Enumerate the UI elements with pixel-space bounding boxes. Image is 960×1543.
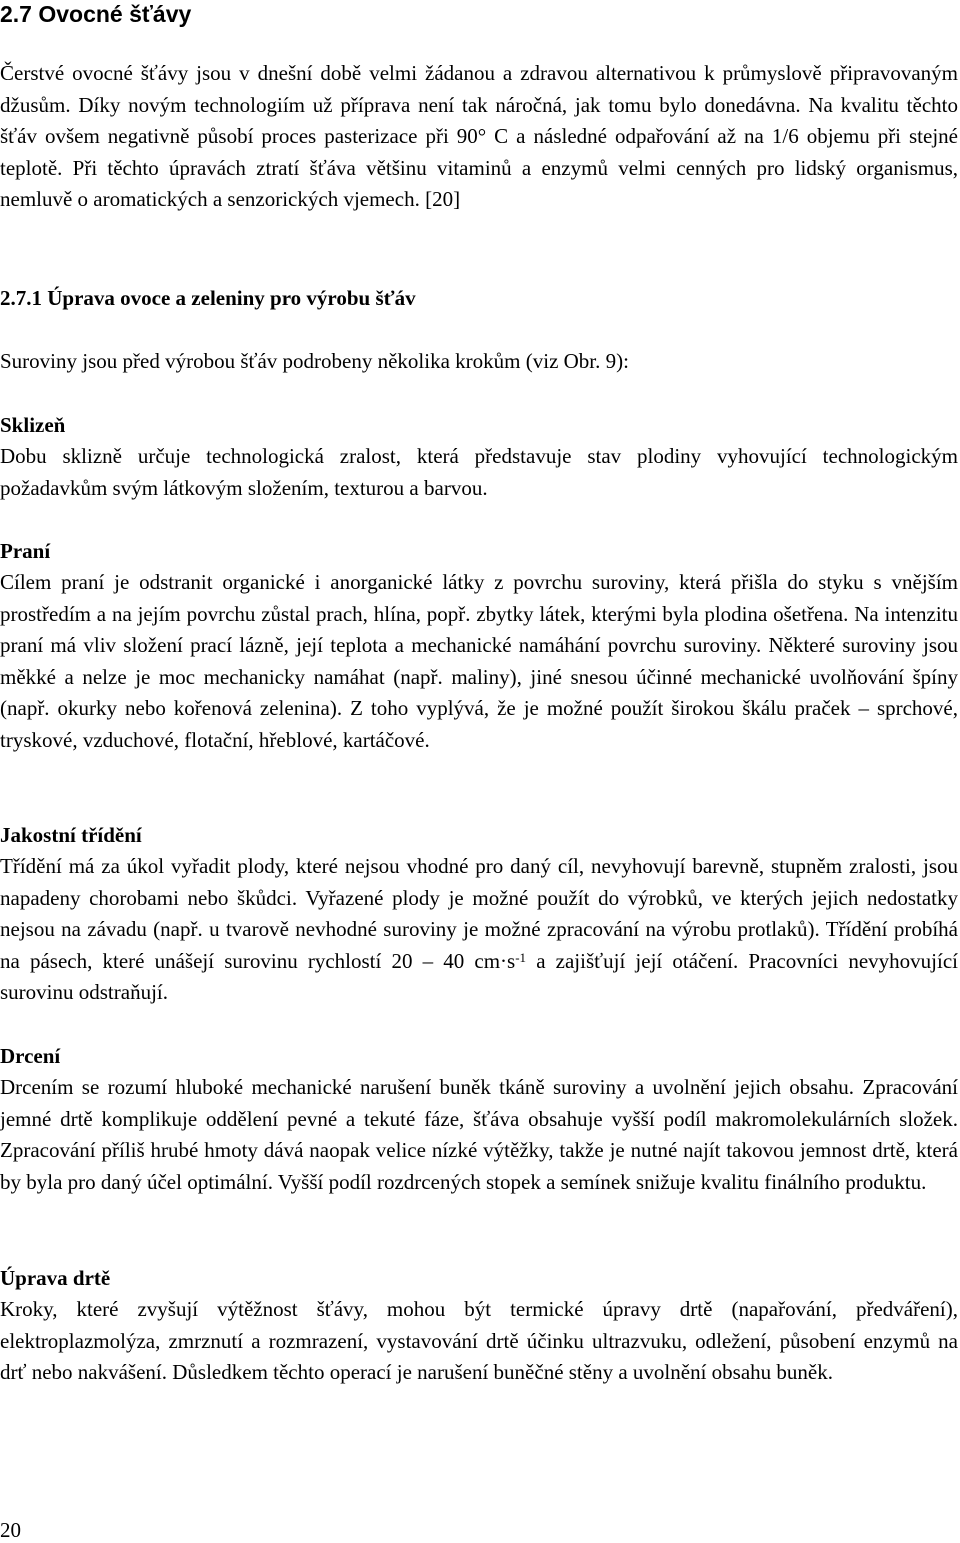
subsection-intro-paragraph: Suroviny jsou před výrobou šťáv podrobeny několika krokům (viz Obr. 9): (0, 349, 629, 373)
trideni-text-after: a zajišťují její otáčení. Pracovníci nevyhovující surovinu odstraňují. (0, 948, 958, 1005)
step-paragraph-sklizen: Dobu sklizně určuje technologická zralost, která představuje stav plodiny vyhovující technologickým požadavkům svým látkovým složením, texturou a barvou. (0, 444, 958, 500)
step-heading-trideni: Jakostní třídění (0, 823, 142, 847)
step-heading-uprava-drte: Úprava drtě (0, 1266, 111, 1290)
step-paragraph-trideni (0, 851, 958, 1009)
step-paragraph-uprava-drte: Kroky, které zvyšují výtěžnost šťávy, mohou být termické úpravy drtě (napařování, předváření), elektroplazmolýza, zmrznutí a rozmrazení, vystavování drtě účinku ultrazvuku, odležení, působení enzymů na drť nebo nakvášení. Důsledkem těchto operací je narušení buněčné stěny a uvolnění obsahu buněk. (0, 1297, 958, 1385)
step-heading-sklizen: Sklizeň (0, 413, 66, 437)
trideni-text-before: Třídění má za úkol vyřadit plody, které nejsou vhodné pro daný cíl, nevyhovují barevně, stupněm zralosti, jsou napadeny chorobami nebo škůdci. Vyřazené plody je možné použít do výrobků, ve kterých jejich nedostatky nejsou na závadu (např. u tvarově nevhodné suroviny je možné zpracování na výrobu protlaků). Třídění probíhá na pásech, které unášejí surovinu rychlostí 20 – 40 cm·s (0, 854, 958, 973)
subsection-heading: 2.7.1 Úprava ovoce a zeleniny pro výrobu šťáv (0, 286, 416, 310)
step-paragraph-drceni: Drcením se rozumí hluboké mechanické narušení buněk tkáně suroviny a uvolnění jejich obsahu. Zpracování jemné drtě komplikuje oddělení pevné a tekuté fáze, šťáva obsahuje vyšší podíl makromolekulárních složek. Zpracování příliš hrubé hmoty dává naopak velice nízké výtěžky, takže je nutné najít takovou jemnost drtě, která by byla pro daný účel optimální. Vyšší podíl rozdrcených stopek a semínek snižuje kvalitu finálního produktu. (0, 1075, 958, 1194)
section-intro-paragraph: Čerstvé ovocné šťávy jsou v dnešní době velmi žádanou a zdravou alternativou k průmyslově připravovaným džusům. Díky novým technologiím už příprava není tak náročná, jak tomu bylo donedávna. Na kvalitu těchto šťáv ovšem negativně působí proces pasterizace při 90° C a následné odpařování až na 1/6 objemu při stejné teplotě. Při těchto úpravách ztratí šťáva většinu vitaminů a enzymů velmi cenných pro lidský organismus, nemluvě o aromatických a senzorických vjemech. [20] (0, 61, 958, 212)
step-heading-drceni: Drcení (0, 1044, 61, 1068)
trideni-superscript: -1 (515, 949, 527, 965)
step-heading-prani: Praní (0, 539, 51, 563)
page-number: 20 (0, 1518, 21, 1542)
section-heading: 2.7 Ovocné šťávy (0, 1, 192, 27)
step-paragraph-prani: Cílem praní je odstranit organické i anorganické látky z povrchu suroviny, která přišla do styku s vnějším prostředím a na jejím povrchu zůstal prach, hlína, popř. zbytky látek, kterými byla plodina ošetřena. Na intenzitu praní má vliv složení prací lázně, její teplota a mechanické namáhání povrchu suroviny. Některé suroviny jsou měkké a nelze je moc mechanicky namáhat (např. maliny), jiné snesou účinné mechanické uvolňování špíny (např. okurky nebo kořenová zelenina). Z toho vyplývá, že je možné použít širokou škálu praček – sprchové, tryskové, vzduchové, flotační, hřeblové, kartáčové. (0, 570, 958, 752)
